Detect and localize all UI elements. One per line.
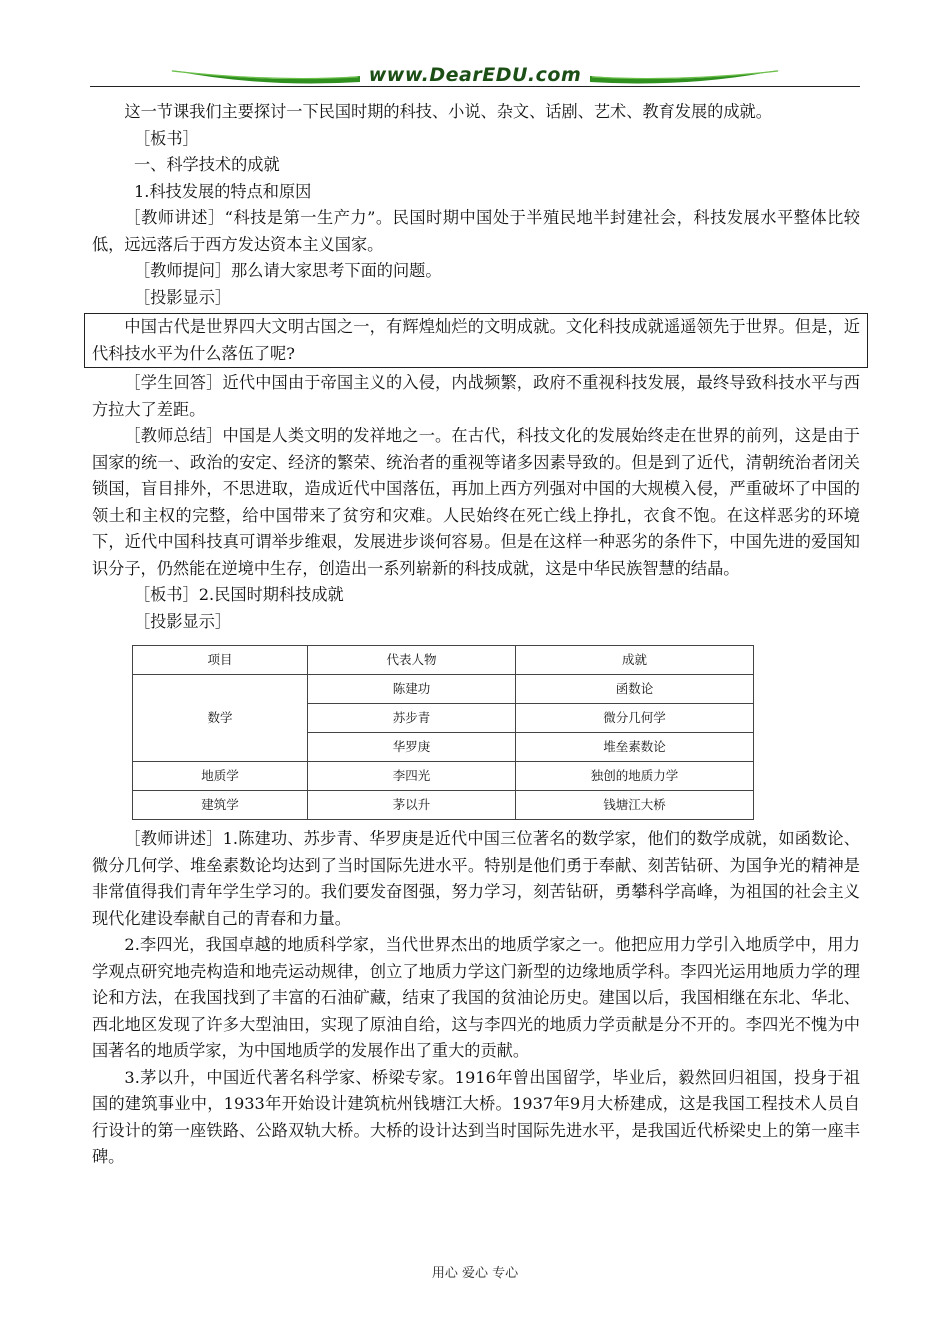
li-siguang-paragraph: 2.李四光，我国卓越的地质科学家，当代世界杰出的地质学家之一。他把应用力学引入地质学中，用力学观点研究地壳构造和地壳运动规律，创立了地质力学这门新型的边缘地质学科。李四光运用地质力学的理论和方法，在我国找到了丰富的石油矿藏，结束了我国的贫油论历史。建国以后，我国相继在东北、华北、西北地区发现了许多大型油田，实现了原油自给，这与李四光的地质力学贡献是分不开的。李四光不愧为中国著名的地质学家，为中国地质学的发展作出了重大的贡献。	[92, 935, 860, 1060]
mao-yisheng-paragraph: 3.茅以升，中国近代著名科学家、桥梁专家。1916年曾出国留学，毕业后，毅然回归祖国，投身于祖国的建筑事业中，1933年开始设计建筑杭州钱塘江大桥。1937年9月大桥建成，这是我国工程技术人员自行设计的第一座铁路、公路双轨大桥。大桥的设计达到当时国际先进水平，是我国近代桥梁史上的第一座丰碑。	[92, 1067, 860, 1166]
teacher-question: ［教师提问］那么请大家思考下面的问题。	[134, 261, 442, 280]
teacher-narration-mathematicians: ［教师讲述］1.陈建功、苏步青、华罗庚是近代中国三位著名的数学家，他们的数学成就，如函数论、微分几何学、堆垒素数论均达到了当时国际先进水平。特别是他们勇于奉献、刻苦钻研、为国争光的精神是非常值得我们青年学生学习的。我们要发奋图强，努力学习，刻苦钻研，勇攀科学高峰，为祖国的社会主义现代化建设奉献自己的青春和力量。	[92, 829, 860, 928]
teacher-summary: ［教师总结］中国是人类文明的发祥地之一。在古代，科技文化的发展始终走在世界的前列，这是由于国家的统一、政治的安定、经济的繁荣、统治者的重视等诸多因素导致的。但是到了近代，清朝统治者闭关锁国，盲目排外，不思进取，造成近代中国落伍，再加上西方列强对中国的大规模入侵，严重破坏了中国的领土和主权的完整，给中国带来了贫穷和灾难。人民始终在死亡线上挣扎，衣食不饱。在这样恶劣的环境下，近代中国科技真可谓举步维艰，发展进步谈何容易。但是在这样一种恶劣的条件下，中国先进的爱国知识分子，仍然能在逆境中生存，创造出一系列崭新的科技成就，这是中华民族智慧的结晶。	[92, 426, 860, 578]
table-row	[133, 675, 754, 704]
table-achievement-cell: 微分几何学	[516, 704, 754, 733]
page-footer: 用心 爱心 专心	[431, 1266, 519, 1281]
site-header	[90, 62, 860, 92]
table-row	[133, 791, 754, 820]
table-achievement-cell: 钱塘江大桥	[516, 791, 754, 820]
table-person-cell: 华罗庚	[308, 733, 516, 762]
table-field-cell: 地质学	[133, 762, 308, 791]
achievements-table	[132, 645, 754, 820]
projection-question: 中国古代是世界四大文明古国之一，有辉煌灿烂的文明成就。文化科技成就遥遥领先于世界。但是，近代科技水平为什么落伍了呢?	[92, 317, 860, 363]
projection-box	[84, 313, 868, 368]
table-header-cell: 代表人物	[308, 646, 516, 675]
table-achievement-cell: 独创的地质力学	[516, 762, 754, 791]
table-person-cell: 茅以升	[308, 791, 516, 820]
board-subheading: ［板书］2.民国时期科技成就	[134, 585, 344, 604]
header-divider	[90, 86, 860, 87]
subsection-heading: 1.科技发展的特点和原因	[134, 181, 312, 201]
table-person-cell: 苏步青	[308, 704, 516, 733]
teacher-narration: ［教师讲述］“科技是第一生产力”。民国时期中国处于半殖民地半封建社会，科技发展水平整体比较低，远远落后于西方发达资本主义国家。	[92, 208, 860, 254]
table-row	[133, 762, 754, 791]
table-field-cell: 建筑学	[133, 791, 308, 820]
table-person-cell: 李四光	[308, 762, 516, 791]
table-header-cell: 成就	[516, 646, 754, 675]
section-heading: 一、科学技术的成就	[134, 155, 280, 174]
projection-label: ［投影显示］	[134, 287, 232, 307]
table-header-cell: 项目	[133, 646, 308, 675]
table-person-cell: 陈建功	[308, 675, 516, 704]
document-body	[92, 99, 860, 1171]
board-label: ［板书］	[134, 128, 199, 148]
projection-label-2: ［投影显示］	[134, 611, 232, 631]
intro-paragraph: 这一节课我们主要探讨一下民国时期的科技、小说、杂文、话剧、艺术、教育发展的成就。	[124, 102, 772, 121]
table-header-row	[133, 646, 754, 675]
table-achievement-cell: 堆垒素数论	[516, 733, 754, 762]
site-url-logo[interactable]: www.DearEDU.com	[368, 64, 582, 86]
table-field-cell: 数学	[133, 675, 308, 762]
student-answer: ［学生回答］近代中国由于帝国主义的入侵，内战频繁，政府不重视科技发展，最终导致科技水平与西方拉大了差距。	[92, 373, 860, 419]
table-achievement-cell: 函数论	[516, 675, 754, 704]
